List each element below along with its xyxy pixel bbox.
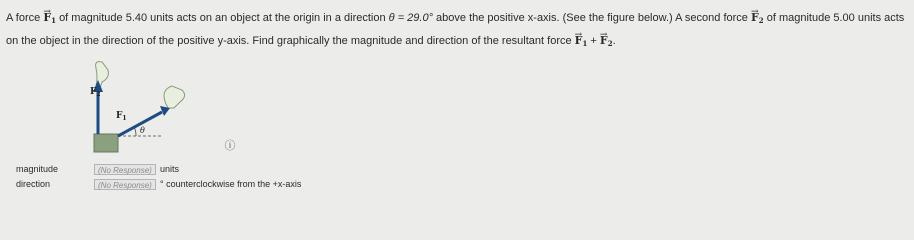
hand-right-icon xyxy=(164,86,185,108)
force-diagram xyxy=(90,60,200,160)
sum-f1-subscript: 1 xyxy=(582,39,588,48)
problem-text-2: of magnitude 5.40 units acts on an object at the origin in a direction xyxy=(59,12,386,24)
problem-text-3: above the positive x-axis. (See the figure below.) A second force xyxy=(436,12,748,24)
f1-label xyxy=(116,111,127,122)
angle-arc xyxy=(134,127,136,136)
f1-subscript: 1 xyxy=(51,16,56,25)
theta-expression: θ = 29.0° xyxy=(388,12,433,24)
object-box xyxy=(94,134,118,152)
sum-f1-symbol xyxy=(575,34,588,47)
f1-label-letter: F xyxy=(116,111,123,121)
plus-sign: + xyxy=(587,35,600,47)
magnitude-unit: units xyxy=(160,164,180,174)
sum-f2-subscript: 2 xyxy=(607,39,613,48)
f1-letter: F xyxy=(43,11,52,24)
sum-f2-letter: F xyxy=(599,34,608,47)
f2-label-letter: F xyxy=(90,87,97,97)
f2-label-sub: 2 xyxy=(96,91,101,98)
info-icon[interactable]: ⓘ xyxy=(224,140,236,152)
sum-f1-letter: F xyxy=(574,34,583,47)
direction-unit: ° counterclockwise from the +x-axis xyxy=(160,179,302,189)
sum-f2-symbol xyxy=(600,34,613,47)
f1-vector-symbol xyxy=(43,11,56,24)
theta-label: θ xyxy=(140,126,145,135)
direction-label: direction xyxy=(16,179,51,189)
magnitude-label: magnitude xyxy=(16,164,59,174)
magnitude-row xyxy=(16,163,179,176)
f2-subscript: 2 xyxy=(758,16,764,25)
force-diagram-svg xyxy=(90,60,200,160)
f2-vector-symbol xyxy=(751,11,764,24)
f1-label-sub: 1 xyxy=(122,115,127,122)
direction-row xyxy=(16,178,301,191)
problem-text-1: A force xyxy=(6,12,41,24)
magnitude-response-field[interactable]: (No Response) xyxy=(94,164,156,175)
problem-end: . xyxy=(612,35,616,47)
problem-text-4: of magnitude 5.00 units acts on the object in the direction of the positive y-axis. Find graphically the magnitude and direction of the resultant force xyxy=(6,12,905,47)
f2-letter: F xyxy=(750,11,759,24)
problem-statement xyxy=(6,8,906,54)
direction-response-field[interactable]: (No Response) xyxy=(94,179,156,190)
